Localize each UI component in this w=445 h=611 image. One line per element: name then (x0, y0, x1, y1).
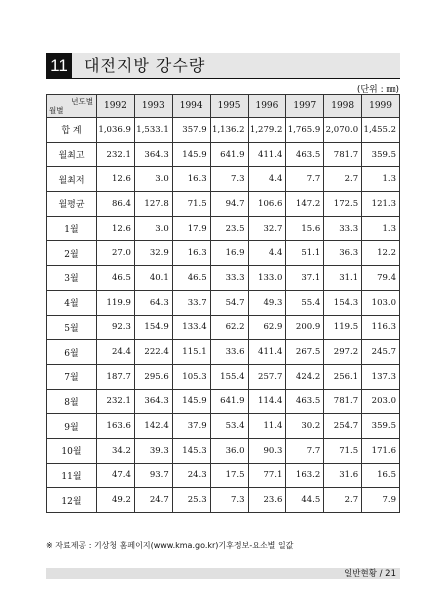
row-label: 합 계 (47, 118, 97, 143)
value-cell: 49.3 (248, 290, 286, 315)
value-cell: 47.4 (97, 463, 135, 488)
value-cell: 39.3 (134, 438, 172, 463)
row-label: 6월 (47, 340, 97, 365)
value-cell: 30.2 (286, 414, 324, 439)
value-cell: 37.9 (172, 414, 210, 439)
value-cell: 1,036.9 (97, 118, 135, 143)
value-cell: 16.5 (362, 463, 400, 488)
value-cell: 641.9 (210, 389, 248, 414)
table-header-row (47, 95, 400, 118)
table-row (47, 142, 400, 167)
value-cell: 15.6 (286, 216, 324, 241)
row-label: 1월 (47, 216, 97, 241)
value-cell: 245.7 (362, 340, 400, 365)
row-label: 2월 (47, 241, 97, 266)
table-row (47, 266, 400, 291)
value-cell: 32.7 (248, 216, 286, 241)
value-cell: 33.7 (172, 290, 210, 315)
row-label: 8월 (47, 389, 97, 414)
value-cell: 25.3 (172, 488, 210, 513)
table-row (47, 167, 400, 192)
value-cell: 32.9 (134, 241, 172, 266)
corner-month-label: 월별 (49, 106, 64, 115)
value-cell: 92.3 (97, 315, 135, 340)
value-cell: 31.6 (324, 463, 362, 488)
value-cell: 24.7 (134, 488, 172, 513)
value-cell: 145.9 (172, 142, 210, 167)
value-cell: 463.5 (286, 142, 324, 167)
table-row (47, 340, 400, 365)
row-label: 7월 (47, 364, 97, 389)
value-cell: 203.0 (362, 389, 400, 414)
value-cell: 424.2 (286, 364, 324, 389)
value-cell: 364.3 (134, 142, 172, 167)
value-cell: 114.4 (248, 389, 286, 414)
value-cell: 12.6 (97, 216, 135, 241)
value-cell: 781.7 (324, 142, 362, 167)
value-cell: 155.4 (210, 364, 248, 389)
value-cell: 359.5 (362, 414, 400, 439)
value-cell: 4.4 (248, 241, 286, 266)
value-cell: 257.7 (248, 364, 286, 389)
value-cell: 36.0 (210, 438, 248, 463)
value-cell: 781.7 (324, 389, 362, 414)
value-cell: 24.4 (97, 340, 135, 365)
value-cell: 16.9 (210, 241, 248, 266)
value-cell: 145.3 (172, 438, 210, 463)
value-cell: 24.3 (172, 463, 210, 488)
value-cell: 7.7 (286, 167, 324, 192)
year-header: 1992 (97, 95, 135, 118)
table-row (47, 438, 400, 463)
value-cell: 1,455.2 (362, 118, 400, 143)
value-cell: 119.9 (97, 290, 135, 315)
value-cell: 364.3 (134, 389, 172, 414)
value-cell: 55.4 (286, 290, 324, 315)
value-cell: 33.6 (210, 340, 248, 365)
value-cell: 49.2 (97, 488, 135, 513)
value-cell: 7.3 (210, 167, 248, 192)
value-cell: 121.3 (362, 192, 400, 217)
value-cell: 256.1 (324, 364, 362, 389)
value-cell: 116.3 (362, 315, 400, 340)
value-cell: 31.1 (324, 266, 362, 291)
row-label: 11월 (47, 463, 97, 488)
value-cell: 12.2 (362, 241, 400, 266)
value-cell: 254.7 (324, 414, 362, 439)
value-cell: 105.3 (172, 364, 210, 389)
value-cell: 17.9 (172, 216, 210, 241)
value-cell: 44.5 (286, 488, 324, 513)
table-row (47, 216, 400, 241)
header-rule (46, 78, 400, 79)
value-cell: 37.1 (286, 266, 324, 291)
row-label: 월최저 (47, 167, 97, 192)
value-cell: 16.3 (172, 241, 210, 266)
value-cell: 1,765.9 (286, 118, 324, 143)
value-cell: 12.6 (97, 167, 135, 192)
row-label: 9월 (47, 414, 97, 439)
value-cell: 71.5 (324, 438, 362, 463)
value-cell: 359.5 (362, 142, 400, 167)
value-cell: 357.9 (172, 118, 210, 143)
value-cell: 411.4 (248, 142, 286, 167)
value-cell: 3.0 (134, 167, 172, 192)
value-cell: 163.6 (97, 414, 135, 439)
value-cell: 23.6 (248, 488, 286, 513)
value-cell: 53.4 (210, 414, 248, 439)
table-corner-cell (47, 95, 97, 118)
value-cell: 1.3 (362, 167, 400, 192)
value-cell: 7.3 (210, 488, 248, 513)
table-row (47, 241, 400, 266)
value-cell: 154.9 (134, 315, 172, 340)
value-cell: 46.5 (97, 266, 135, 291)
row-label: 10월 (47, 438, 97, 463)
value-cell: 11.4 (248, 414, 286, 439)
value-cell: 51.1 (286, 241, 324, 266)
value-cell: 154.3 (324, 290, 362, 315)
precipitation-table (46, 94, 400, 513)
value-cell: 33.3 (210, 266, 248, 291)
value-cell: 1,279.2 (248, 118, 286, 143)
value-cell: 93.7 (134, 463, 172, 488)
value-cell: 232.1 (97, 142, 135, 167)
page-footer-text: 일반현황 / 21 (344, 569, 396, 579)
table-row (47, 389, 400, 414)
row-label: 3월 (47, 266, 97, 291)
year-header: 1995 (210, 95, 248, 118)
value-cell: 77.1 (248, 463, 286, 488)
value-cell: 463.5 (286, 389, 324, 414)
unit-label: (단위 : ㎜) (356, 85, 399, 95)
value-cell: 133.0 (248, 266, 286, 291)
value-cell: 3.0 (134, 216, 172, 241)
year-header: 1994 (172, 95, 210, 118)
table-row (47, 315, 400, 340)
value-cell: 137.3 (362, 364, 400, 389)
table-row (47, 488, 400, 513)
table-body (47, 118, 400, 513)
value-cell: 54.7 (210, 290, 248, 315)
page-title: 대전지방 강수량 (84, 56, 206, 75)
value-cell: 267.5 (286, 340, 324, 365)
value-cell: 115.1 (172, 340, 210, 365)
source-footnote: ※ 자료제공 : 기상청 홈페이지(www.kma.go.kr)기후정보-요소별 일값 (46, 541, 294, 550)
value-cell: 297.2 (324, 340, 362, 365)
row-label: 12월 (47, 488, 97, 513)
value-cell: 7.9 (362, 488, 400, 513)
page-footer-bar (46, 568, 400, 579)
year-header: 1996 (248, 95, 286, 118)
value-cell: 172.5 (324, 192, 362, 217)
value-cell: 1.3 (362, 216, 400, 241)
value-cell: 36.3 (324, 241, 362, 266)
value-cell: 171.6 (362, 438, 400, 463)
value-cell: 7.7 (286, 438, 324, 463)
value-cell: 145.9 (172, 389, 210, 414)
value-cell: 200.9 (286, 315, 324, 340)
section-number: 11 (46, 53, 72, 79)
row-label: 월평균 (47, 192, 97, 217)
value-cell: 46.5 (172, 266, 210, 291)
value-cell: 187.7 (97, 364, 135, 389)
value-cell: 90.3 (248, 438, 286, 463)
value-cell: 17.5 (210, 463, 248, 488)
value-cell: 33.3 (324, 216, 362, 241)
value-cell: 295.6 (134, 364, 172, 389)
value-cell: 4.4 (248, 167, 286, 192)
value-cell: 147.2 (286, 192, 324, 217)
value-cell: 641.9 (210, 142, 248, 167)
value-cell: 62.9 (248, 315, 286, 340)
value-cell: 23.5 (210, 216, 248, 241)
value-cell: 1,533.1 (134, 118, 172, 143)
table-row (47, 118, 400, 143)
section-header (46, 53, 400, 79)
value-cell: 119.5 (324, 315, 362, 340)
value-cell: 27.0 (97, 241, 135, 266)
value-cell: 2.7 (324, 488, 362, 513)
value-cell: 103.0 (362, 290, 400, 315)
year-header: 1997 (286, 95, 324, 118)
value-cell: 411.4 (248, 340, 286, 365)
row-label: 4월 (47, 290, 97, 315)
value-cell: 86.4 (97, 192, 135, 217)
year-header: 1999 (362, 95, 400, 118)
value-cell: 142.4 (134, 414, 172, 439)
value-cell: 71.5 (172, 192, 210, 217)
value-cell: 1,136.2 (210, 118, 248, 143)
year-header: 1993 (134, 95, 172, 118)
row-label: 월최고 (47, 142, 97, 167)
value-cell: 2.7 (324, 167, 362, 192)
value-cell: 2,070.0 (324, 118, 362, 143)
value-cell: 163.2 (286, 463, 324, 488)
table-row (47, 463, 400, 488)
value-cell: 62.2 (210, 315, 248, 340)
value-cell: 127.8 (134, 192, 172, 217)
value-cell: 16.3 (172, 167, 210, 192)
table-row (47, 192, 400, 217)
table-row (47, 364, 400, 389)
value-cell: 133.4 (172, 315, 210, 340)
year-header: 1998 (324, 95, 362, 118)
value-cell: 34.2 (97, 438, 135, 463)
value-cell: 232.1 (97, 389, 135, 414)
value-cell: 222.4 (134, 340, 172, 365)
value-cell: 106.6 (248, 192, 286, 217)
value-cell: 40.1 (134, 266, 172, 291)
table-row (47, 290, 400, 315)
value-cell: 94.7 (210, 192, 248, 217)
row-label: 5월 (47, 315, 97, 340)
table-row (47, 414, 400, 439)
corner-year-label: 년도별 (71, 97, 93, 106)
value-cell: 79.4 (362, 266, 400, 291)
value-cell: 64.3 (134, 290, 172, 315)
